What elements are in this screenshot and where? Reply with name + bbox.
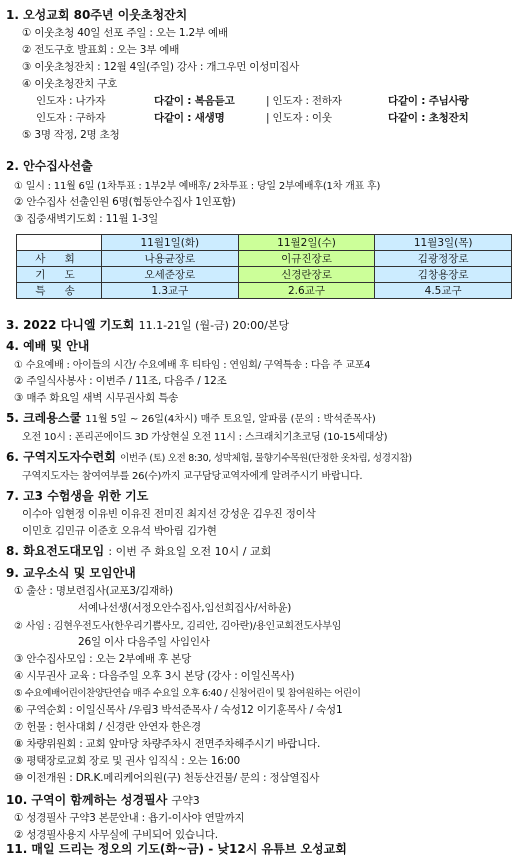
s1-line-2: ② 전도구호 발표회 : 오는 3부 예배 [22,44,180,56]
section-8-heading: 8. 화요전도대모임 [6,544,105,558]
table-cell: 김광정장로 [375,251,512,267]
s7-line-2: 이민호 김민규 이준호 오유석 박아림 김가현 [22,525,217,537]
s9-line-1b: 서예나선생(서정오안수집사,임선희집사/서하윤) [78,602,292,614]
s4-line-3: ③ 매주 화요일 새벽 시무권사회 특송 [14,392,179,404]
s9-line-6: ⑥ 구역순회 : 이일신목사 /우림3 박석준목사 / 숙성12 이기훈목사 / 숙성1 [14,704,343,716]
section-4-title: 4. 예배 및 안내 [6,339,90,353]
table-cell: 이규진장로 [238,251,375,267]
row-label: 사 회 [17,251,102,267]
s2-line-2: ② 안수집사 선출인원 6명(협동안수집사 1인포함) [14,196,236,208]
table-cell: 김창용장로 [375,267,512,283]
s9-line-2b: 26일 이사 다음주일 사임인사 [78,636,210,648]
section-1-title: 1. 오성교회 80주년 이웃초청잔치 [6,8,188,22]
table-corner [17,235,102,251]
s1-line-4: ④ 이웃초청잔치 구호 [22,78,118,90]
table-row [17,283,512,299]
s9-line-7: ⑦ 헌물 : 헌사대회 / 신경란 안연자 한은경 [14,721,201,733]
s9-line-3: ③ 안수집사모임 : 오는 2부예배 후 본당 [14,653,192,665]
table-cell: 오세준장로 [102,267,239,283]
prayer-schedule-table [16,234,512,299]
table-cell: 2.6교구 [238,283,375,299]
section-10-heading: 10. 구역이 함께하는 성경필사 [6,793,168,807]
s6-line-1: 구역지도자는 참여여부를 26(수)까지 교구담당교역자에게 알려주시기 바랍니다. [22,471,363,482]
table-row [17,251,512,267]
section-3-detail: 11.1-21일 (월-금) 20:00/본당 [138,319,290,332]
section-6-heading: 6. 구역지도자수련회 [6,450,116,464]
slogan-2-all: 다같이 : 주님사랑 [388,95,469,107]
slogan-1-all: 다같이 : 복음듣고 [154,95,235,107]
section-6-title [6,448,412,465]
s9-line-8: ⑧ 차량위원회 : 교회 앞마당 차량주차시 전면주차해주시기 바랍니다. [14,738,321,750]
slogan-3-leader: 인도자 : 구하자 [36,112,106,124]
s4-line-1: ① 수요예배 : 아이들의 시간/ 수요예배 후 티타임 : 연임회/ 구역특송 : 다음 주 교포4 [14,360,371,371]
table-header-day-1: 11월1일(화) [102,235,239,251]
s1-line-5: ⑤ 3명 작정, 2명 초청 [22,129,120,141]
slogan-4-leader: | 인도자 : 이웃 [266,112,332,124]
row-label: 특 송 [17,283,102,299]
table-cell: 나용균장로 [102,251,239,267]
section-2-title: 2. 안수집사선출 [6,159,93,173]
s9-line-5: ⑤ 수요예배어린이찬양단연습 매주 수요일 오후 6:40 / 신청어린이 및 참여원하는 어린이 [14,688,361,699]
row-label: 기 도 [17,267,102,283]
table-cell: 신경란장로 [238,267,375,283]
slogan-2-leader: | 인도자 : 전하자 [266,95,342,107]
slogan-4-all: 다같이 : 초청잔치 [388,112,469,124]
s10-line-2: ② 성경필사용지 사무실에 구비되어 있습니다. [14,829,218,841]
table-header-day-3: 11월3일(목) [375,235,512,251]
s10-line-1: ① 성경필사 구약3 본문안내 : 욥기-이사야 연말까지 [14,812,245,824]
section-10-detail: 구약3 [171,794,200,807]
s1-line-3: ③ 이웃초청잔치 : 12월 4일(주일) 강사 : 개그우먼 이성미집사 [22,61,300,73]
table-header-row [17,235,512,251]
section-5-title [6,409,376,426]
s9-line-1: ① 출산 : 명보련집사(교포3/김재하) [14,585,173,597]
section-7-title: 7. 고3 수험생을 위한 기도 [6,489,149,503]
section-8-detail: : 이번 주 화요일 오전 10시 / 교회 [108,545,272,558]
section-9-title: 9. 교우소식 및 모임안내 [6,566,136,580]
section-6-detail: 이번주 (토) 오전 8:30, 성막체험, 물향기수목원(단정한 옷차림, 성경지참) [120,453,412,464]
s2-line-3: ③ 집중새벽기도회 : 11월 1-3일 [14,213,159,225]
s4-line-2: ② 주일식사봉사 : 이번주 / 11조, 다음주 / 12조 [14,375,227,387]
s9-line-10: ⑩ 이전개원 : DR.K.메리케어의원(구) 천동산건물/ 문의 : 정삼열집사 [14,772,320,784]
s9-line-9: ⑨ 평택장로교회 장로 및 권사 임직식 : 오는 16:00 [14,755,240,767]
s9-line-4: ④ 시무권사 교육 : 다음주일 오후 3시 본당 (강사 : 이일신목사) [14,670,295,682]
section-3-title [6,316,289,333]
table-row [17,267,512,283]
section-3-heading: 3. 2022 다니엘 기도회 [6,318,135,332]
s7-line-1: 이수아 임현정 이유빈 이유진 전미진 최지선 강성운 김우진 정이삭 [22,508,316,520]
slogan-3-all: 다같이 : 새생명 [154,112,225,124]
s2-line-1: ① 일시 : 11월 6일 (1차투표 : 1부2부 예배후/ 2차투표 : 당일 2부예배후(1차 개표 후) [14,181,381,192]
section-5-heading: 5. 크레용스쿨 [6,411,82,425]
section-11-title: 11. 매일 드리는 정오의 기도(화~금) - 낮12시 유튜브 오성교회 [6,842,347,856]
section-10-title [6,791,200,808]
slogan-1-leader: 인도자 : 나가자 [36,95,106,107]
table-cell: 1.3교구 [102,283,239,299]
s9-line-2: ② 사임 : 김현우전도사(한우리기쁨사모, 김리안, 김아란)/용인교회전도사부임 [14,621,342,632]
table-cell: 4.5교구 [375,283,512,299]
section-8-title [6,542,271,559]
s5-line-1: 오전 10시 : 폰리곤에이드 3D 가상현실 오전 11시 : 스크래치기초코딩 (10-15세대상) [22,432,388,443]
section-5-detail: 11월 5일 ~ 26일(4차시) 매주 토요일, 알파룸 (문의 : 박석준목사) [85,414,376,425]
table-header-day-2: 11월2일(수) [238,235,375,251]
s1-line-1: ① 이웃초청 40일 선포 주일 : 오는 1.2부 예배 [22,27,228,39]
